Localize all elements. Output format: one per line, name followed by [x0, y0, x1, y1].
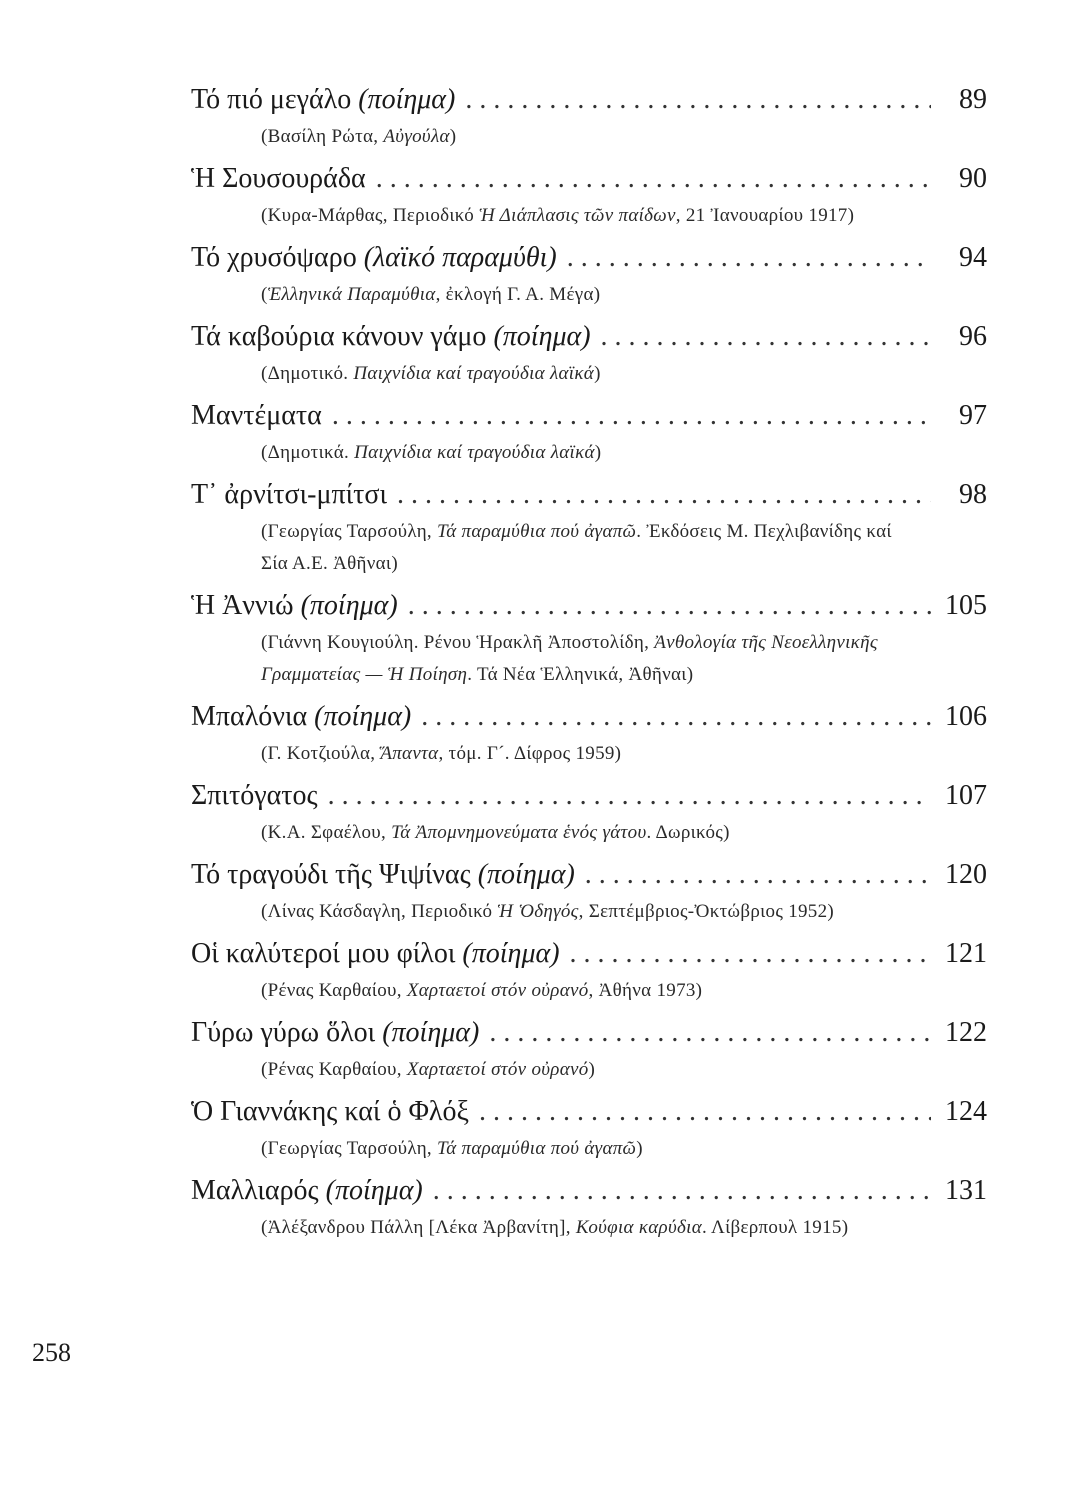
- entry-subtitle: (ποίημα): [462, 938, 560, 969]
- table-of-contents: [191, 78, 987, 1248]
- source-text: , ἐκλογή Γ. Α. Μέγα): [435, 284, 601, 305]
- source-text: (Λίνας Κάσδαγλη, Περιοδικό: [261, 901, 498, 922]
- dot-leader: [479, 1090, 931, 1133]
- entry-title: [191, 1169, 423, 1212]
- entry-page-number: 97: [959, 400, 987, 431]
- source-text: , Σεπτέμβριος-Ὀκτώβριος 1952): [578, 901, 835, 922]
- source-text: (Δημοτικά.: [261, 442, 355, 463]
- dot-leader: [570, 932, 931, 975]
- entry-title: [191, 1011, 479, 1054]
- dot-leader: [408, 584, 931, 627]
- dot-leader: [601, 315, 931, 358]
- entry-source: [191, 437, 987, 469]
- entry-title: [191, 853, 575, 896]
- dot-leader: [328, 774, 931, 817]
- toc-entry: [191, 157, 987, 232]
- toc-entry: [191, 394, 987, 469]
- source-title: Ἡ Ὁδηγός: [497, 901, 579, 922]
- entry-source: [191, 738, 987, 770]
- source-text: (Γεωργίας Ταρσούλη,: [261, 521, 438, 542]
- entry-title: [191, 932, 560, 975]
- entry-page-number: 131: [945, 1175, 987, 1206]
- entry-title-text: Τό πιό μεγάλο: [191, 84, 352, 115]
- entry-subtitle: (ποίημα): [358, 84, 456, 115]
- entry-subtitle: (λαϊκό παραμύθι): [363, 242, 557, 273]
- toc-entry: [191, 1090, 987, 1165]
- source-text: . Τά Νέα Ἑλληνικά, Ἀθῆναι): [467, 664, 694, 685]
- source-title: Αὐγούλα: [383, 126, 450, 147]
- entry-source: [191, 358, 987, 390]
- entry-subtitle: (ποίημα): [382, 1017, 480, 1048]
- toc-entry-line: [191, 394, 987, 437]
- source-title: Χαρταετοί στόν οὐρανό: [406, 1059, 589, 1080]
- source-text: ): [636, 1138, 643, 1159]
- source-text: , 21 Ἰανουαρίου 1917): [675, 205, 855, 226]
- source-text: . Ἐκδόσεις Μ. Πεχλιβανίδης καί Σία Α.Ε. Ἀθῆναι): [261, 521, 892, 574]
- entry-title: [191, 1090, 469, 1133]
- toc-entry-line: [191, 78, 987, 121]
- toc-entry-line: [191, 932, 987, 975]
- source-text: (Κ.Α. Σφαέλου,: [261, 822, 392, 843]
- entry-page-number: 107: [945, 780, 987, 811]
- source-text: (Ρένας Καρθαίου,: [261, 980, 407, 1001]
- entry-source: [191, 1212, 987, 1244]
- source-text: ): [588, 1059, 596, 1080]
- source-title: Ἡ Διάπλασις τῶν παίδων: [479, 205, 676, 226]
- dot-leader: [465, 78, 931, 121]
- source-title: Ἑλληνικά Παραμύθια: [267, 284, 436, 305]
- source-text: ): [449, 126, 457, 147]
- toc-entry: [191, 853, 987, 928]
- source-text: (Γεωργίας Ταρσούλη,: [261, 1138, 438, 1159]
- entry-page-number: 105: [945, 590, 987, 621]
- toc-entry: [191, 774, 987, 849]
- toc-entry-line: [191, 584, 987, 627]
- entry-title-text: Τό χρυσόψαρο: [191, 242, 357, 273]
- entry-title-text: Μπαλόνια: [191, 701, 308, 732]
- entry-page-number: 96: [959, 321, 987, 352]
- source-text: ): [594, 442, 602, 463]
- source-text: (Ρένας Καρθαίου,: [261, 1059, 407, 1080]
- entry-title: [191, 695, 411, 738]
- source-title: Παιχνίδια καί τραγούδια λαϊκά: [354, 442, 595, 463]
- toc-entry-line: [191, 157, 987, 200]
- page-number: 258: [32, 1338, 71, 1367]
- source-text: (Γιάννη Κουγιούλη. Ρένου Ἡρακλῆ Ἀποστολίδη,: [261, 632, 655, 653]
- dot-leader: [332, 394, 931, 437]
- source-title: Κούφια καρύδια: [575, 1217, 702, 1238]
- toc-entry: [191, 236, 987, 311]
- dot-leader: [433, 1169, 931, 1212]
- entry-subtitle: (ποίημα): [493, 321, 591, 352]
- entry-source: [191, 1133, 987, 1165]
- source-text: , τόμ. Γ´. Δίφρος 1959): [438, 743, 622, 764]
- entry-page-number: 106: [945, 701, 987, 732]
- toc-entry: [191, 1169, 987, 1244]
- dot-leader: [397, 473, 931, 516]
- entry-title: [191, 394, 322, 437]
- source-text: (: [261, 284, 268, 305]
- entry-page-number: 121: [945, 938, 987, 969]
- entry-page-number: 89: [959, 84, 987, 115]
- entry-page-number: 122: [945, 1017, 987, 1048]
- source-text: (Δημοτικό.: [261, 363, 354, 384]
- entry-title-text: Οἱ καλύτεροί μου φίλοι: [191, 938, 456, 969]
- entry-page-number: 98: [959, 479, 987, 510]
- dot-leader: [585, 853, 931, 896]
- entry-title-text: Ἡ Σουσουράδα: [191, 163, 366, 194]
- entry-title-text: Μαλλιαρός: [191, 1175, 319, 1206]
- toc-entry: [191, 932, 987, 1007]
- entry-title-text: Τ᾽ ἀρνίτσι-μπίτσι: [191, 479, 388, 510]
- source-title: Τά Ἀπομνημονεύματα ἑνός γάτου: [391, 822, 647, 843]
- entry-title-text: Γύρω γύρω ὅλοι: [191, 1017, 376, 1048]
- entry-title: [191, 774, 318, 817]
- entry-title: [191, 473, 387, 516]
- entry-page-number: 94: [959, 242, 987, 273]
- source-title: Παιχνίδια καί τραγούδια λαϊκά: [353, 363, 595, 384]
- entry-title: [191, 157, 366, 200]
- dot-leader: [376, 157, 931, 200]
- entry-source: [191, 627, 987, 691]
- entry-source: [191, 121, 987, 153]
- entry-source: [191, 200, 987, 232]
- entry-title-text: Ὁ Γιαννάκης καί ὁ Φλόξ: [191, 1096, 469, 1127]
- entry-title: [191, 584, 398, 627]
- entry-title-text: Τά καβούρια κάνουν γάμο: [191, 321, 487, 352]
- toc-entry-line: [191, 315, 987, 358]
- entry-title: [191, 78, 455, 121]
- toc-entry-line: [191, 1169, 987, 1212]
- entry-title-text: Σπιτόγατος: [191, 780, 318, 811]
- entry-source: [191, 1054, 987, 1086]
- entry-source: [191, 279, 987, 311]
- toc-entry: [191, 1011, 987, 1086]
- toc-entry-line: [191, 1011, 987, 1054]
- source-title: Τά παραμύθια πού ἀγαπῶ: [437, 521, 637, 542]
- entry-source: [191, 516, 987, 580]
- entry-title-text: Τό τραγούδι τῆς Ψιψίνας: [191, 859, 471, 890]
- entry-title: [191, 236, 557, 279]
- toc-entry: [191, 473, 987, 580]
- entry-subtitle: (ποίημα): [477, 859, 575, 890]
- entry-title-text: Μαντέματα: [191, 400, 322, 431]
- source-text: . Δωρικός): [646, 822, 730, 843]
- toc-entry: [191, 315, 987, 390]
- source-title: Χαρταετοί στόν οὐρανό: [406, 980, 589, 1001]
- source-text: . Λίβερπουλ 1915): [701, 1217, 849, 1238]
- toc-entry-line: [191, 695, 987, 738]
- source-text: ): [594, 363, 601, 384]
- toc-entry: [191, 695, 987, 770]
- source-text: , Ἀθήνα 1973): [588, 980, 703, 1001]
- toc-entry-line: [191, 853, 987, 896]
- entry-source: [191, 817, 987, 849]
- entry-subtitle: (ποίημα): [325, 1175, 423, 1206]
- toc-entry: [191, 584, 987, 691]
- source-text: (Κυρα-Μάρθας, Περιοδικό: [261, 205, 480, 226]
- toc-entry-line: [191, 236, 987, 279]
- entry-subtitle: (ποίημα): [314, 701, 412, 732]
- source-text: (Ἀλέξανδρου Πάλλη [Λέκα Ἀρβανίτη],: [261, 1217, 576, 1238]
- source-title: Ἅπαντα: [380, 743, 439, 764]
- dot-leader: [421, 695, 931, 738]
- dot-leader: [489, 1011, 931, 1054]
- entry-subtitle: (ποίημα): [300, 590, 398, 621]
- entry-source: [191, 975, 987, 1007]
- entry-page-number: 124: [945, 1096, 987, 1127]
- source-text: (Γ. Κοτζιούλα,: [261, 743, 381, 764]
- entry-source: [191, 896, 987, 928]
- entry-page-number: 120: [945, 859, 987, 890]
- source-title: Τά παραμύθια πού ἀγαπῶ: [437, 1138, 637, 1159]
- toc-entry-line: [191, 473, 987, 516]
- entry-page-number: 90: [959, 163, 987, 194]
- toc-entry-line: [191, 774, 987, 817]
- toc-entry: [191, 78, 987, 153]
- dot-leader: [567, 236, 931, 279]
- entry-title: [191, 315, 591, 358]
- entry-title-text: Ἡ Ἀννιώ: [191, 590, 294, 621]
- source-title: Ἀνθολογία τῆς Νεοελληνικῆς Γραμματείας — Ἡ Ποίηση: [261, 632, 878, 685]
- source-text: (Βασίλη Ρώτα,: [261, 126, 384, 147]
- toc-entry-line: [191, 1090, 987, 1133]
